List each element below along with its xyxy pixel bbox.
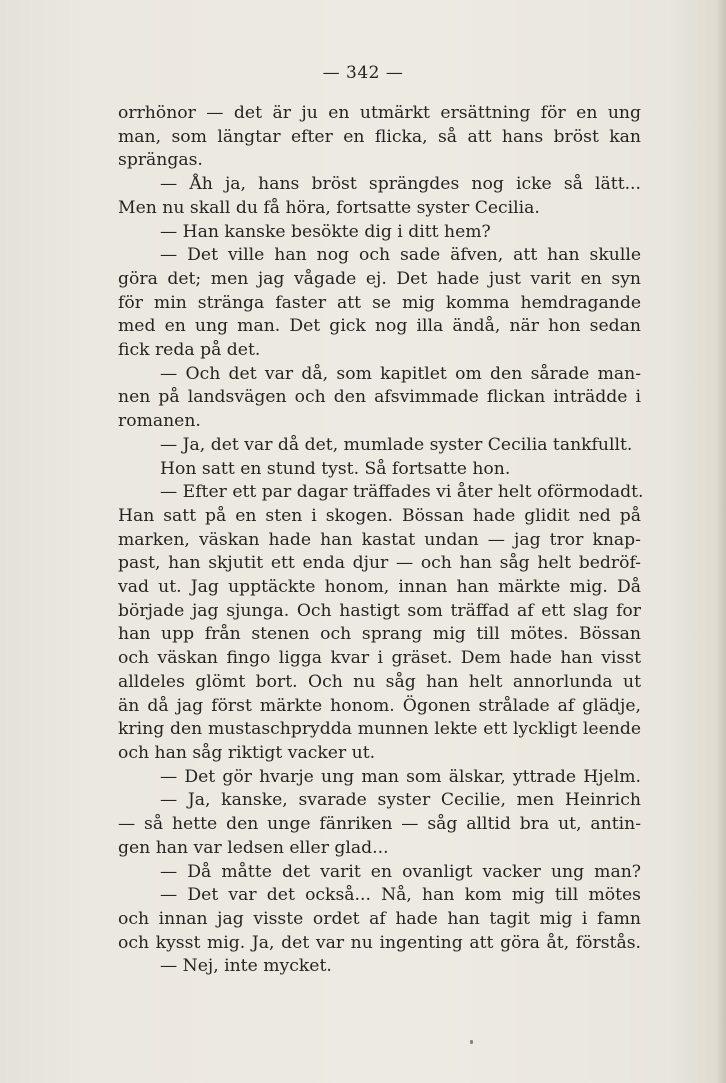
text-line: vad ut. Jag upptäckte honom, innan han märkte mig. Då [118, 577, 641, 598]
text-line: — Och det var då, som kapitlet om den sårade man- [160, 363, 641, 384]
text-line: — Det ville han nog och sade äfven, att han skulle [160, 245, 641, 266]
page-number: — 342 — [322, 63, 404, 83]
text-line: och väskan fingo ligga kvar i gräset. Dem hade han visst [118, 648, 641, 669]
text-line: — Ja, kanske, svarade syster Cecilie, men Heinrich [160, 790, 641, 811]
text-line: — Åh ja, hans bröst sprängdes nog icke så lätt... [160, 174, 641, 195]
text-line: — så hette den unge fänriken — såg alltid bra ut, antin- [118, 814, 641, 835]
page-edge [718, 0, 726, 1083]
text-line: marken, väskan hade han kastat undan — jag tror knap- [118, 529, 641, 550]
text-line: han upp från stenen och sprang mig till mötes. Bössan [118, 624, 641, 645]
text-line: fick reda på det. [118, 340, 261, 361]
text-line: kring den mustaschprydda munnen lekte ett lyckligt leende [118, 719, 641, 740]
text-line: göra det; men jag vågade ej. Det hade just varit en syn [118, 268, 641, 289]
text-line: — Efter ett par dagar träffades vi åter helt oförmodadt. [160, 482, 644, 503]
text-line: alldeles glömt bort. Och nu såg han helt annorlunda ut [118, 671, 641, 692]
text-line: orrhönor — det är ju en utmärkt ersättning för en ung [118, 103, 641, 123]
body-text [118, 102, 644, 979]
text-line: Hon satt en stund tyst. Så fortsatte hon. [160, 458, 511, 479]
text-line: — Han kanske besökte dig i ditt hem? [160, 221, 491, 242]
ink-speck [470, 1040, 473, 1044]
text-line: Men nu skall du få höra, fortsatte syster Cecilia. [118, 197, 540, 218]
text-line: nen på landsvägen och den afsvimmade flickan inträdde i [118, 387, 641, 408]
text-line: past, han skjutit ett enda djur — och han såg helt bedröf- [118, 553, 641, 574]
text-line: för min stränga faster att se mig komma hemdragande [118, 292, 641, 313]
text-line: och kysst mig. Ja, det var nu ingenting att göra åt, förstås. [118, 932, 641, 953]
text-line: med en ung man. Det gick nog illa ändå, när hon sedan [118, 316, 641, 337]
text-line: — Nej, inte mycket. [160, 956, 332, 977]
text-line: än då jag först märkte honom. Ögonen strålade af glädje, [118, 695, 641, 716]
text-line: — Det gör hvarje ung man som älskar, yttrade Hjelm. [160, 766, 641, 787]
text-line: gen han var ledsen eller glad... [118, 837, 389, 858]
text-line: — Det var det också... Nå, han kom mig till mötes [160, 885, 641, 906]
text-line: man, som längtar efter en flicka, så att hans bröst kan [118, 126, 641, 147]
text-line: började jag sjunga. Och hastigt som träffad af ett slag for [118, 600, 641, 621]
text-line: — Då måtte det varit en ovanligt vacker ung man? [160, 861, 641, 882]
text-line: — Ja, det var då det, mumlade syster Cecilia tankfullt. [160, 434, 633, 455]
text-line: sprängas. [118, 150, 203, 171]
text-line: och han såg riktigt vacker ut. [118, 742, 376, 763]
text-line: och innan jag visste ordet af hade han tagit mig i famn [118, 908, 641, 929]
text-line: Han satt på en sten i skogen. Bössan hade glidit ned på [118, 505, 641, 526]
text-line: romanen. [118, 411, 201, 432]
